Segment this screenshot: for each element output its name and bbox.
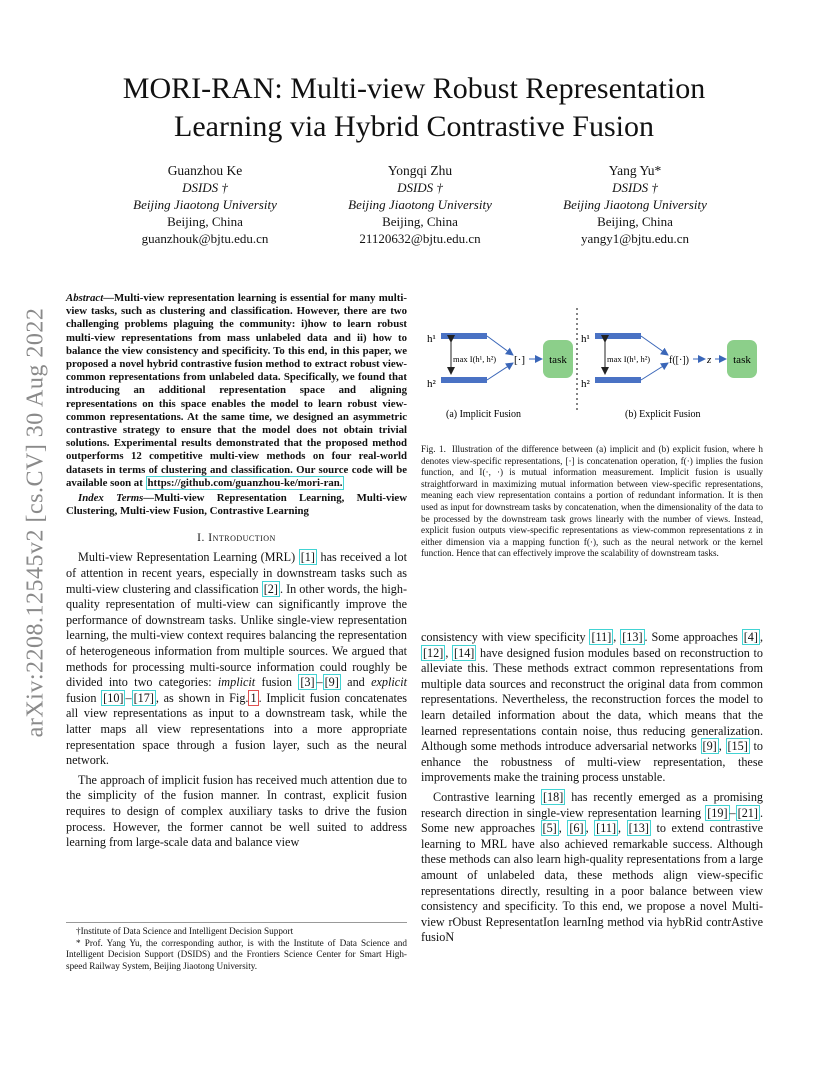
author-3 [530,162,740,247]
citation-link[interactable]: [15] [727,739,748,754]
citation-link[interactable]: [19] [707,805,728,820]
text-run-italic: explicit [371,675,407,690]
citation-link[interactable]: [5] [542,821,557,836]
author-email: guanzhouk@bjtu.edu.cn [141,231,269,246]
citation-link[interactable]: [9] [702,739,717,754]
text-run: – [729,805,736,820]
figure-link[interactable]: 1 [250,690,257,705]
text-run: , [585,821,595,836]
text-run: – [125,690,132,705]
text-run: consistency with view specificity [421,630,590,644]
text-run: has received a lot of attention in recent years, especially in downstream tasks such as multi-view clustering and classification [66,550,407,596]
text-run: fusion [66,690,102,705]
text-run: , [759,630,764,644]
author-city: Beijing, China [597,214,673,229]
caption-implicit: (a) Implicit Fusion [446,409,521,420]
figure-1-caption [421,444,763,560]
text-run: , [558,821,568,836]
index-terms [66,492,407,518]
text-run: , [718,739,726,754]
author-city: Beijing, China [382,214,458,229]
author-city: Beijing, China [167,214,243,229]
author-name: Yongqi Zhu [387,163,453,178]
text-run: – [316,675,323,690]
citation-link[interactable]: [14] [454,645,475,660]
max-mi-label-b: max I(h¹, h²) [607,354,651,364]
author-dept: DSIDS † [182,180,228,195]
citation-link[interactable]: [3] [300,675,315,690]
author-email: yangy1@bjtu.edu.cn [580,231,689,246]
title-line-2: Learning via Hybrid Contrastive Fusion [174,110,654,143]
text-run: . Some new approaches [421,805,763,836]
citation-link[interactable]: [11] [596,821,617,836]
author-university: Beijing Jiaotong University [133,197,277,212]
right-column [421,630,763,946]
citation-link[interactable]: [1] [300,550,315,565]
caption-explicit: (b) Explicit Fusion [625,409,701,420]
h1-bar-icon [441,333,487,339]
task-label-a: task [549,354,567,366]
title-line-1: MORI-RAN: Multi-view Robust Representation [122,72,706,105]
author-name: Yang Yu* [608,163,662,178]
author-email: 21120632@bjtu.edu.cn [359,231,481,246]
author-name: Guanzhou Ke [167,163,243,178]
citation-link[interactable]: [17] [133,690,154,705]
text-run: . Some approaches [644,630,742,644]
h1-label-a: h¹ [427,333,436,345]
citation-link[interactable]: [6] [569,821,584,836]
right-paragraph-2 [421,790,763,946]
h2-bar-icon [595,377,641,383]
abstract [66,292,407,490]
text-run: has recently emerged as a promising research direction in single-view representation learning [421,789,764,820]
h2-label-b: h² [581,378,590,390]
text-run: . In other words, the high-quality representation of multi-view can significantly improve the performance of downstream tasks. Unlike single-view representation learning, the multi-view context requires balancing the representation of heterogeneous information from multiple sources. We argued that methods for processing multi-source information could roughly be divided into two categories: [66,581,408,690]
citation-link[interactable]: [13] [622,630,643,644]
max-mi-label-a: max I(h¹, h²) [453,354,497,364]
section-heading-introduction: I. Introduction [197,532,276,545]
h2-bar-icon [441,377,487,383]
text-run-italic: implicit [217,675,256,690]
task-label-b: task [733,354,751,366]
text-run: fusion [255,675,299,690]
footnotes [66,922,407,972]
citation-link[interactable]: [4] [743,630,758,644]
citation-link[interactable]: [18] [542,789,564,804]
abstract-lead: Abstract [66,292,104,304]
text-run: Multi-view Representation Learning (MRL) [78,550,299,565]
footnote-affiliation: †Institute of Data Science and Intelligent Decision Support [76,926,294,936]
text-run: have designed fusion modules based on reconstruction to alleviate this. These methods extract common representations from multiple data sources and reconstruct the original data from common representations. Nevertheless, the reconstruction forces the model to learn detailed information about the data, which means that the learned representations contain noise, thus reducing generalization. Although some methods introduce adversarial networks [421,645,764,754]
footnote-corresponding-author: * Prof. Yang Yu, the corresponding author, is with the Institute of Data Science and Intelligent Decision Support (DSIDS) and the Frontiers Science Center for Smart High-speed Railway System, Beijing Jiaotong University. [66,937,407,971]
text-run: and [340,675,372,690]
intro-paragraph-2: The approach of implicit fusion has received much attention due to the simplicity of the fusion manner. In contrast, explicit fusion requires to design of complex auxiliary tasks to drive the fusion process. However, the former cannot be well suited to address learning from large-scale data and balance view [66,772,407,850]
text-run: , [445,645,453,660]
author-dept: DSIDS † [612,180,658,195]
intro-paragraph-1 [66,550,407,768]
author-university: Beijing Jiaotong University [348,197,492,212]
citation-link[interactable]: [9] [324,675,339,690]
text-run: , as shown in Fig. [155,690,249,705]
arrow-icon [487,363,513,380]
right-paragraph-1 [421,630,763,786]
h2-label-a: h² [427,378,436,390]
text-run: , [613,630,621,644]
fusion-fn-label: f([·]) [669,355,689,366]
citation-link[interactable]: [10] [103,690,124,705]
author-block [100,162,740,247]
text-run: to extend contrastive learning to MRL have also achieved remarkable success. Although these methods can also learn high-quality representations from a large amount of unlabeled data, these methods align view-specific representations directly, resulting in a poor balance between view consistency and specificity. To this end, we propose a novel Multi-view rObust RepresentatIon learnIng method via hybRid contrAstive fusioN [421,821,763,945]
figure-caption-text: Illustration of the difference between (a) implicit and (b) explicit fusion, where h denotes view-specific representations, [·] is concatenation operation, f(·) implies the fusion function, and I(·, ·) is mutual information measurement. Implicit fusion is usually straightforward in maximizing mutual information between view-specific representations, meaning each view representation contains a portion of redundant information. It is then used as input for downstream tasks by concatenation, when the dimensionality of the data to be processed by the downstream task grows linearly with the number of views. Instead, explicit fusion outputs view-specific representations as view-common representations z in either dimension via a mapping function f(·), such as the neural network or the kernel function. Hence that can effectively improve the scalability of downstream tasks. [421,444,763,559]
figure-1-diagram [421,300,763,430]
citation-link[interactable]: [21] [737,805,758,820]
arrow-icon [641,336,668,355]
author-university: Beijing Jiaotong University [563,197,707,212]
h1-bar-icon [595,333,641,339]
abstract-text: —Multi-view representation learning is essential for many multi-view tasks, such as clustering and classification. However, there are two challenging problems plaguing the community: i)how to learn robust multi-view representations from mass unlabeled data and ii) how to balance the view consistency and specificity. To this end, in this paper, we proposed a novel hybrid contrastive fusion method to extract robust view-common representations from unlabeled data. Specifically, we found that introducing an additional representation space and aligning representations on this space enables the model to learn robust view-common representations. At the same time, we designed an asymmetric contrastive strategy to ensure that the model does not obtain trivial solutions. Experimental results demonstrated that the proposed method outperforms 12 competitive multi-view methods on four real-world datasets in terms of clustering and classification. Our source code will be available soon at [66,292,407,489]
author-2 [315,162,525,247]
arrow-icon [487,336,513,355]
author-1 [100,162,310,247]
citation-link[interactable]: [13] [628,821,649,836]
citation-link[interactable]: [11] [591,630,612,644]
fusion-diagram-svg [421,300,763,430]
citation-link[interactable]: [2] [263,581,278,596]
h1-label-b: h¹ [581,333,590,345]
text-run: . Implicit fusion concatenates all view representations as input to a downstream task, while the latter maps all view representations into a more appropriate representation space through a fusion layer, such as the neural network. [66,690,408,768]
left-column [66,292,407,851]
author-dept: DSIDS † [397,180,443,195]
index-terms-text: —Multi-view Representation Learning, Multi-view Clustering, Multi-view Fusion, Contrastive Learning [66,492,407,518]
arrow-icon [641,363,668,380]
paper-title [70,70,758,146]
text-run: , [618,821,627,836]
citation-link[interactable]: [12] [423,645,444,660]
text-run: to enhance the robustness of multi-view representation, these improvements make the training process unstable. [421,739,764,785]
text-run: Contrastive learning [433,789,541,804]
figure-label: Fig. 1. [421,444,446,454]
arxiv-id-text: arXiv:2208.12545v2 [cs.CV] 30 Aug 2022 [22,307,49,737]
source-code-link[interactable]: https://github.com/guanzhou-ke/mori-ran. [147,476,343,489]
index-terms-lead: Index Terms [78,492,144,505]
concat-label-a: [·] [514,354,525,366]
arxiv-identifier [18,282,54,762]
z-label: z [707,354,712,366]
